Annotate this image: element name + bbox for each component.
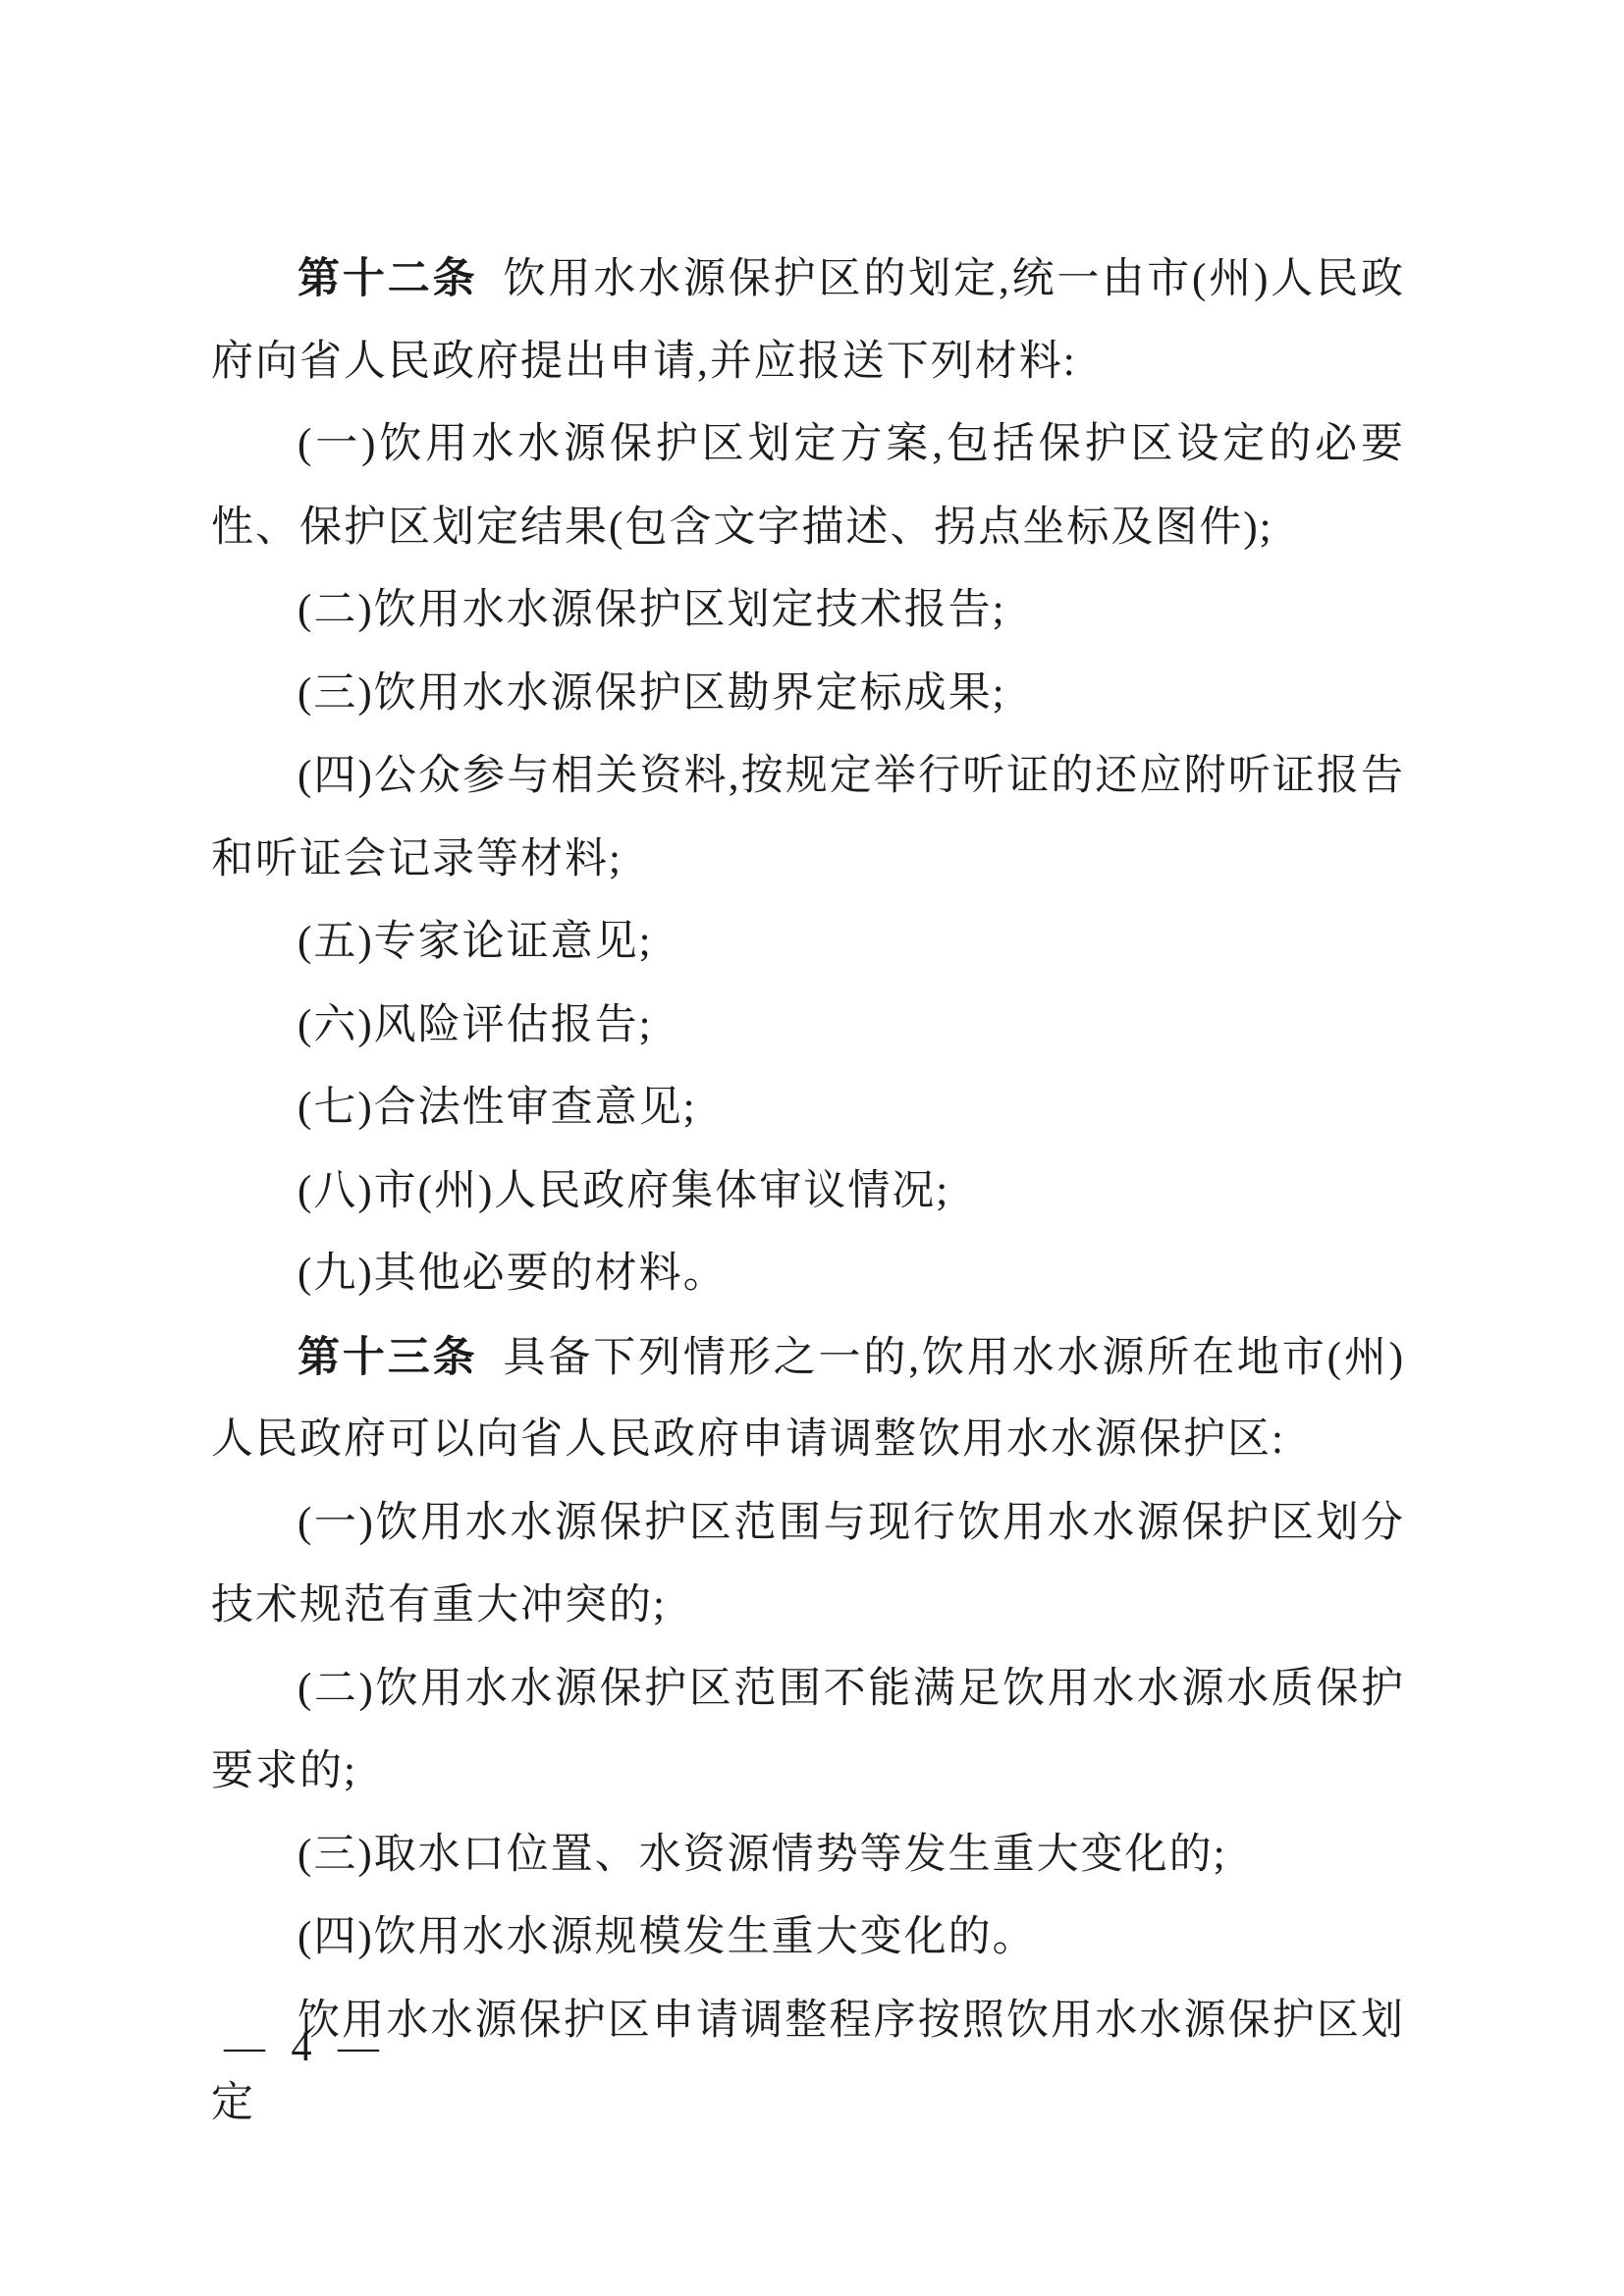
document-body: [211, 238, 1406, 2126]
text-line: [211, 569, 1405, 653]
line-text: (二)饮用水水源保护区范围不能满足饮用水水源水质保护: [298, 1665, 1405, 1712]
line-text: (一)饮用水水源保护区划定方案,包括保护区设定的必要: [298, 421, 1405, 467]
text-line: [211, 1565, 1405, 1648]
line-text: 具备下列情形之一的,饮用水水源所在地市(州): [503, 1334, 1406, 1381]
text-line: [211, 1233, 1405, 1316]
line-text: (三)取水口位置、水资源情势等发生重大变化的;: [298, 1831, 1227, 1878]
text-line: [211, 1980, 1405, 2126]
line-text: (九)其他必要的材料。: [298, 1251, 728, 1297]
text-line: [211, 1067, 1405, 1150]
line-text: (四)公众参与相关资料,按规定举行听证的还应附听证报告: [298, 753, 1405, 799]
text-line: [211, 1150, 1405, 1234]
article-number: 第十二条: [298, 255, 478, 302]
text-line: [211, 1896, 1405, 1980]
text-line: [211, 1814, 1405, 1897]
line-text: (七)合法性审查意见;: [298, 1085, 697, 1131]
text-line: [211, 819, 1405, 902]
line-text: (六)风险评估报告;: [298, 1001, 653, 1048]
article-number: 第十三条: [298, 1333, 478, 1381]
line-text: (二)饮用水水源保护区划定技术报告;: [298, 587, 1006, 633]
text-line: [211, 238, 1405, 321]
text-line: [211, 1316, 1405, 1400]
page-number: — 4 —: [224, 2025, 387, 2070]
text-line: [211, 1482, 1405, 1566]
text-line: [211, 653, 1405, 736]
text-line: [211, 1399, 1405, 1482]
line-text: 和听证会记录等材料;: [211, 835, 623, 882]
line-text: 饮用水水源保护区申请调整程序按照饮用水水源保护区划定: [211, 1997, 1405, 2126]
text-line: [211, 1731, 1405, 1814]
text-line: [211, 487, 1405, 570]
text-line: [211, 321, 1405, 404]
line-text: (四)饮用水水源规模发生重大变化的。: [298, 1914, 1037, 1960]
line-text: 要求的;: [211, 1748, 357, 1794]
line-text: (五)专家论证意见;: [298, 919, 653, 965]
text-line: [211, 901, 1405, 985]
line-text: (八)市(州)人民政府集体审议情况;: [298, 1167, 950, 1214]
line-text: 技术规范有重大冲突的;: [211, 1582, 667, 1629]
text-line: [211, 735, 1405, 819]
line-text: 府向省人民政府提出申请,并应报送下列材料:: [211, 338, 1077, 385]
line-text: 性、保护区划定结果(包含文字描述、拐点坐标及图件);: [211, 504, 1273, 551]
line-text: 饮用水水源保护区的划定,统一由市(州)人民政: [503, 256, 1406, 302]
line-text: 人民政府可以向省人民政府申请调整饮用水水源保护区:: [211, 1416, 1285, 1463]
line-text: (三)饮用水水源保护区勘界定标成果;: [298, 669, 1006, 717]
text-line: [211, 403, 1405, 487]
line-text: (一)饮用水水源保护区范围与现行饮用水水源保护区划分: [298, 1499, 1405, 1546]
text-line: [211, 985, 1405, 1068]
text-line: [211, 1648, 1405, 1732]
